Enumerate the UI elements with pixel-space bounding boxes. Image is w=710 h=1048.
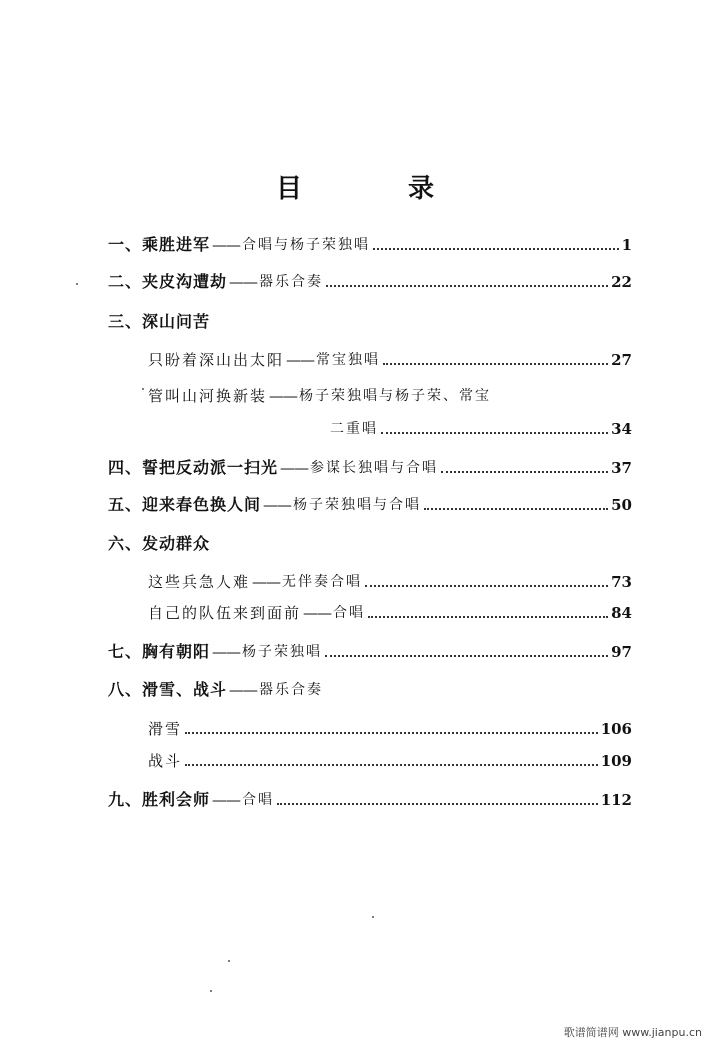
entry-title: 战斗 bbox=[148, 752, 183, 770]
entry-detail: 合唱 bbox=[242, 792, 275, 808]
toc-entry bbox=[108, 452, 632, 478]
entry-detail: 二重唱 bbox=[330, 421, 378, 437]
page-title: 目 录 bbox=[275, 174, 474, 204]
entry-page-number: 109 bbox=[600, 752, 632, 770]
scan-speck bbox=[142, 388, 144, 390]
entry-page-number: 97 bbox=[611, 643, 632, 661]
dot-leader bbox=[368, 615, 608, 618]
toc-entry bbox=[108, 266, 632, 292]
entry-title: 自己的队伍来到面前 bbox=[148, 604, 302, 622]
entry-dash: —— bbox=[229, 273, 258, 291]
dot-leader bbox=[424, 507, 608, 510]
dot-leader bbox=[326, 284, 608, 287]
entry-detail: 常宝独唱 bbox=[316, 352, 381, 368]
entry-dash: —— bbox=[212, 643, 241, 661]
entry-page-number: 73 bbox=[611, 573, 632, 591]
entry-title: 四、誓把反动派一扫光 bbox=[108, 458, 279, 477]
entry-page-number: 84 bbox=[611, 604, 632, 622]
entry-title: 八、滑雪、战斗 bbox=[108, 680, 228, 699]
toc-subentry bbox=[148, 380, 632, 406]
entry-title: 六、发动群众 bbox=[108, 534, 211, 553]
entry-dash: —— bbox=[263, 496, 292, 514]
entry-detail: 杨子荣独唱与杨子荣、常宝 bbox=[299, 388, 492, 404]
entry-page-number: 106 bbox=[600, 720, 632, 738]
toc-section-heading bbox=[108, 528, 632, 554]
toc-entry bbox=[108, 229, 632, 255]
dot-leader bbox=[185, 731, 598, 734]
entry-detail: 器乐合奏 bbox=[259, 682, 324, 698]
toc-entry bbox=[108, 636, 632, 662]
scan-speck bbox=[76, 283, 78, 285]
entry-page-number: 27 bbox=[611, 351, 632, 369]
entry-title: 一、乘胜进军 bbox=[108, 235, 211, 254]
entry-title: 五、迎来春色换人间 bbox=[108, 495, 262, 514]
entry-page-number: 37 bbox=[611, 459, 632, 477]
toc-entry bbox=[108, 489, 632, 515]
entry-dash: —— bbox=[269, 387, 298, 405]
toc-section-heading bbox=[108, 674, 632, 700]
toc-subentry bbox=[148, 745, 632, 771]
dot-leader bbox=[325, 654, 608, 657]
entry-title: 只盼着深山出太阳 bbox=[148, 351, 285, 369]
entry-detail: 参谋长独唱与合唱 bbox=[310, 460, 439, 476]
entry-detail: 合唱 bbox=[333, 605, 366, 621]
entry-page-number: 34 bbox=[611, 420, 632, 438]
entry-detail: 器乐合奏 bbox=[259, 274, 324, 290]
entry-dash: —— bbox=[212, 791, 241, 809]
entry-dash: —— bbox=[303, 604, 332, 622]
entry-detail: 杨子荣独唱 bbox=[242, 644, 323, 660]
dot-leader bbox=[185, 763, 598, 766]
entry-title: 这些兵急人难 bbox=[148, 573, 251, 591]
entry-dash: —— bbox=[280, 459, 309, 477]
entry-title: 滑雪 bbox=[148, 720, 183, 738]
dot-leader bbox=[383, 362, 608, 365]
entry-title: 管叫山河换新装 bbox=[148, 387, 268, 405]
entry-title: 九、胜利会师 bbox=[108, 790, 211, 809]
scan-speck bbox=[228, 960, 230, 962]
entry-dash: —— bbox=[252, 573, 281, 591]
dot-leader bbox=[365, 584, 608, 587]
dot-leader bbox=[373, 247, 619, 250]
toc-entry bbox=[108, 784, 632, 810]
toc-subentry bbox=[148, 344, 632, 370]
entry-title: 二、夹皮沟遭劫 bbox=[108, 272, 228, 291]
entry-page-number: 1 bbox=[621, 236, 632, 254]
dot-leader bbox=[277, 802, 598, 805]
dot-leader bbox=[441, 470, 608, 473]
scan-speck bbox=[372, 916, 374, 918]
entry-page-number: 112 bbox=[600, 791, 632, 809]
entry-page-number: 22 bbox=[611, 273, 632, 291]
entry-title: 七、胸有朝阳 bbox=[108, 642, 211, 661]
toc-subentry-continuation bbox=[330, 413, 632, 439]
entry-page-number: 50 bbox=[611, 496, 632, 514]
entry-detail: 合唱与杨子荣独唱 bbox=[242, 237, 371, 253]
toc-subentry bbox=[148, 597, 632, 623]
scan-speck bbox=[210, 990, 212, 992]
entry-detail: 无伴奏合唱 bbox=[282, 574, 363, 590]
entry-dash: —— bbox=[212, 236, 241, 254]
toc-subentry bbox=[148, 713, 632, 739]
toc-section-heading bbox=[108, 306, 632, 332]
toc-subentry bbox=[148, 566, 632, 592]
site-watermark: 歌谱简谱网 www.jianpu.cn bbox=[563, 1026, 702, 1039]
entry-dash: —— bbox=[286, 351, 315, 369]
entry-dash: —— bbox=[229, 681, 258, 699]
entry-title: 三、深山问苦 bbox=[108, 312, 211, 331]
dot-leader bbox=[381, 431, 608, 434]
entry-detail: 杨子荣独唱与合唱 bbox=[293, 497, 422, 513]
